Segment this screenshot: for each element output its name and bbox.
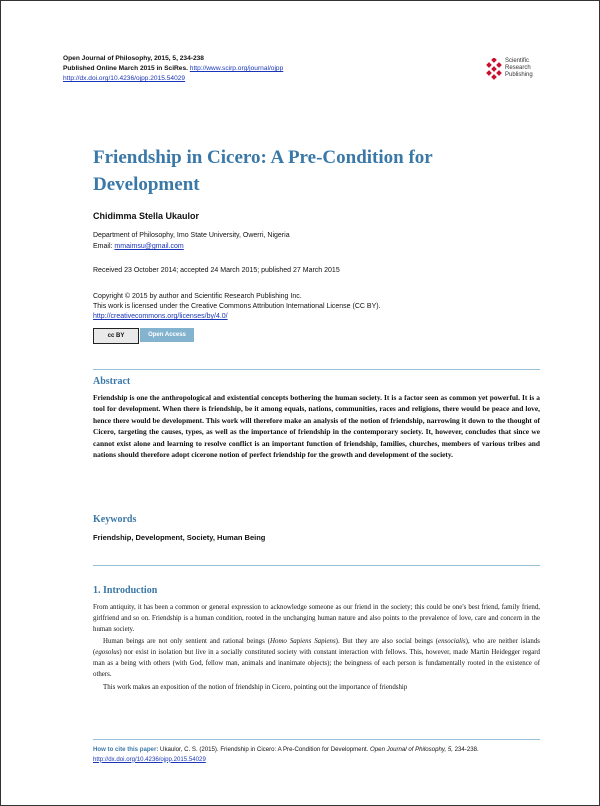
divider-citation — [93, 739, 540, 740]
paragraph-2 — [93, 637, 540, 680]
license-line: This work is licensed under the Creative Commons Attribution International License (CC BY). — [93, 303, 381, 310]
citation-text-a: Ukaulor, C. S. (2015). Friendship in Cicero: A Pre-Condition for Development. — [160, 746, 371, 753]
affiliation: Department of Philosophy, Imo State University, Owerri, Nigeria — [93, 232, 290, 239]
journal-url-link[interactable]: http://www.scirp.org/journal/ojpp — [189, 65, 284, 72]
p2-text-c: ), who are neither islands ( — [93, 638, 540, 657]
paragraph-1: From antiquity, it has been a common or general expression to acknowledge someone as our friend in the society; this could be one's best friend, family friend, girlfriend and so on. Friendship is a human condition, rooted in the unchanging human nature and also points to the prevalence of love, care and concern in the human society. — [93, 604, 540, 633]
copyright-line: Copyright © 2015 by author and Scientific Research Publishing Inc. — [93, 293, 302, 300]
p2-italic-2: ensocialis — [438, 638, 466, 646]
email-label: Email: — [93, 243, 115, 250]
copyright-block — [93, 292, 381, 322]
publisher-name-line2: Research — [505, 65, 531, 71]
citation-journal: Open Journal of Philosophy, 5, — [370, 746, 453, 753]
p2-text-b: ). But they are also social beings ( — [335, 638, 439, 646]
introduction-body — [93, 603, 540, 693]
p2-italic-1: Homo Sapiens Sapiens — [270, 638, 336, 646]
citation-text-b: 234-238. — [452, 746, 479, 753]
p2-text-d: ) nor exist in isolation but live in a socially constituted society with constant interaction with fellows. This, however, made Martin Heidegger regard man as a being with others (with God, fellow man, animals and inanimate objects); the beingness of each person is fundamentally rooted in the existence of others. — [93, 649, 540, 678]
paper-title: Friendship in Cicero: A Pre-Condition for Development — [93, 147, 433, 195]
divider-top — [93, 369, 540, 370]
publisher-logo — [484, 58, 554, 84]
publisher-name-line1: Scientific — [505, 58, 530, 64]
section-heading-introduction: 1. Introduction — [93, 585, 158, 596]
license-link[interactable]: http://creativecommons.org/licenses/by/4.0/ — [93, 313, 228, 320]
affiliation-block — [93, 230, 290, 252]
citation-block — [93, 745, 543, 764]
keywords-heading: Keywords — [93, 514, 137, 525]
citation-label: How to cite this paper: — [93, 746, 161, 753]
scirp-logo-icon — [484, 58, 504, 80]
open-access-badge[interactable]: Open Access — [140, 328, 194, 342]
email-link[interactable]: mmaimsu@gmail.com — [114, 243, 184, 250]
author-name: Chidimma Stella Ukaulor — [93, 211, 200, 221]
publisher-name-line3: Publishing — [505, 72, 533, 78]
citation-doi-link[interactable]: http://dx.doi.org/10.4236/ojpp.2015.54029 — [93, 755, 206, 763]
p2-text-a: Human beings are not only sentient and rational beings ( — [103, 638, 271, 646]
journal-online-line: Published Online March 2015 in SciRes. — [63, 65, 190, 72]
abstract-text: Friendship is one the anthropological and existential concepts bothering the human society. It is a factor seen as common yet powerful. It is a tool for development. When there is friendship, be it among equals, nations, communities, races and religions, there would be peace and love, hence there would be development. This work will therefore make an analysis of the notion of friendship, narrowing it down to the thought of Cicero, targeting the causes, types, as well as the importance of friendship in the contemporary society. It, however, concludes that since we cannot exist alone and learning to resolve conflict is an important function of friendship, families, churches, members of various tribes and nations should therefore adopt cicerone notion of perfect friendship for the growth and development of the society. — [93, 393, 540, 460]
journal-header — [63, 54, 283, 84]
cc-by-badge[interactable]: cc BY — [93, 328, 139, 344]
journal-citation-line: Open Journal of Philosophy, 2015, 5, 234-238 — [63, 55, 204, 62]
p2-italic-3: egosolus — [95, 649, 120, 657]
divider-bottom — [93, 565, 540, 566]
keywords-text: Friendship, Development, Society, Human Being — [93, 533, 266, 542]
paragraph-3: This work makes an exposition of the notion of friendship in Cicero, pointing out the importance of friendship — [103, 683, 408, 691]
publication-dates: Received 23 October 2014; accepted 24 March 2015; published 27 March 2015 — [93, 267, 340, 274]
abstract-heading: Abstract — [93, 376, 131, 387]
doi-link[interactable]: http://dx.doi.org/10.4236/ojpp.2015.54029 — [63, 75, 186, 82]
